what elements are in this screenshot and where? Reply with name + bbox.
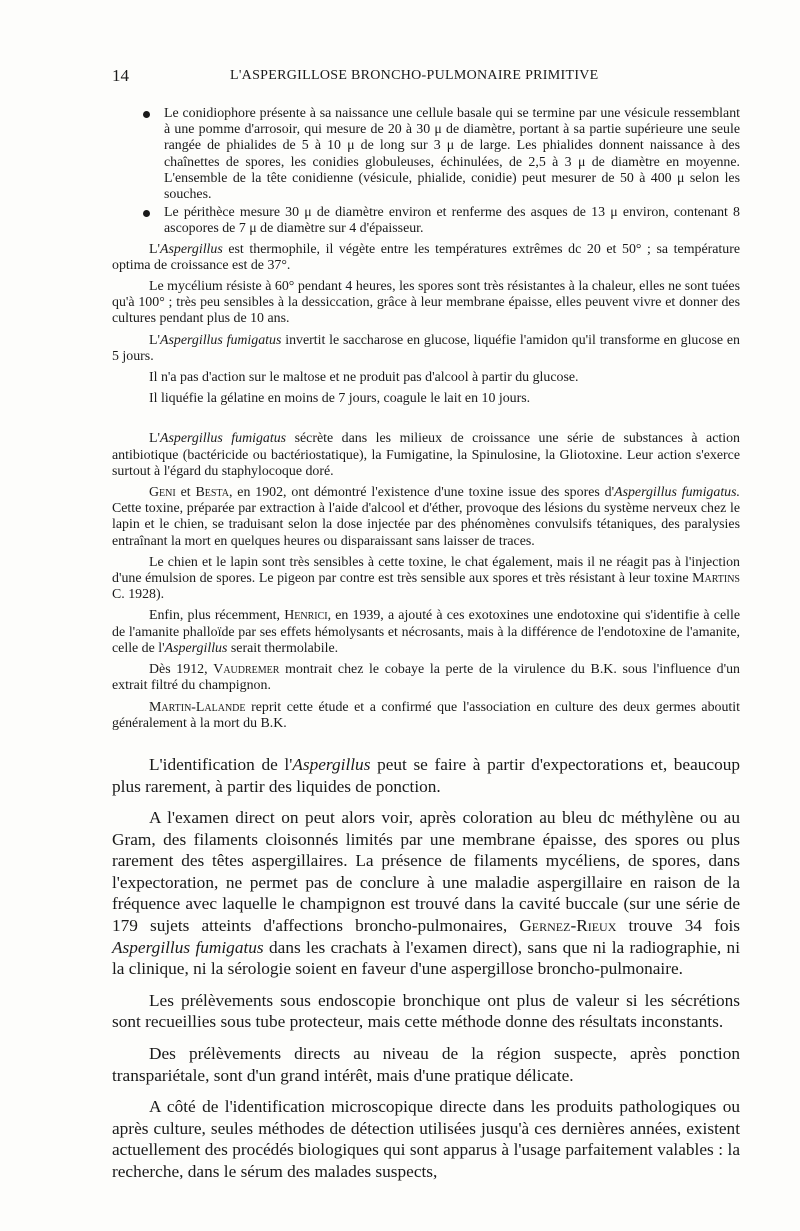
page-header xyxy=(112,66,740,88)
bullet-item xyxy=(112,205,740,237)
bullet-item xyxy=(112,106,740,203)
page-number: 14 xyxy=(112,66,129,85)
paragraph-endoscopie: Les prélèvements sous endoscopie bronchique ont plus de valeur si les sécrétions sont recueillies sous tube protecteur, mais cette méthode donne des résultats inconstants. xyxy=(112,990,740,1032)
paragraph-gelatine: Il liquéfie la gélatine en moins de 7 jours, coagule le lait en 10 jours. xyxy=(149,391,531,407)
paragraph-martin-lalande: Martin-Lalande reprit cette étude et a confirmé que l'association en culture des deux germes aboutit généralement à la mort du B.K. xyxy=(112,699,740,731)
running-title: L'ASPERGILLOSE BRONCHO-PULMONAIRE PRIMITIVE xyxy=(230,68,599,83)
small-print-section xyxy=(112,106,740,732)
paragraph-vaudremer: Dès 1912, Vaudremer montrait chez le cobaye la perte de la virulence du B.K. sous l'influence d'un extrait filtré du champignon. xyxy=(112,662,740,694)
bullet-list xyxy=(112,106,740,238)
paragraph-procedes-biologiques: A côté de l'identification microscopique directe dans les produits pathologiques ou après culture, seules méthodes de détection utilisées jusqu'à ces dernières années, existent actuellement des procédés biologiques qui sont apparus à l'usage parfaitement valables : la recherche, dans le sérum des malades suspects, xyxy=(112,1097,740,1181)
paragraph-ponction: Des prélèvements directs au niveau de la région suspecte, après ponction transpariétale, sont d'un grand intérêt, mais d'une pratique délicate. xyxy=(112,1044,740,1085)
section-gap xyxy=(112,412,740,431)
paragraph-chien-lapin: Le chien et le lapin sont très sensibles à cette toxine, le chat également, mais il ne réagit pas à l'injection d'une émulsion de spores. Le pigeon par contre est très sensible aux spores et très résistant à leur toxine Martins C. 1928). xyxy=(112,554,740,603)
bullet-icon xyxy=(143,111,150,118)
bullet-text: Le conidiophore présente à sa naissance une cellule basale qui se termine par une vésicule ressemblant à une pomme d'arrosoir, qui mesure de 20 à 30 μ de diamètre, portant à sa partie supérieure une seule rangée de phialides de 5 à 10 μ de long sur 3 μ de large. Les phialides donnent naissance à des chaînettes de spores, les conidies globuleuses, échinulées, de 2,5 à 3 μ de diamètre en moyenne. L'ensemble de la tête conidienne (vésicule, phialide, conidie) peut mesurer de 50 à 400 μ selon les souches. xyxy=(164,106,740,203)
bullet-icon xyxy=(143,210,150,217)
paragraph-maltose: Il n'a pas d'action sur le maltose et ne produit pas d'alcool à partir du glucose. xyxy=(149,370,579,386)
paragraph-saccharose: L'Aspergillus fumigatus invertit le saccharose en glucose, liquéfie l'amidon qu'il transforme en glucose en 5 jours. xyxy=(112,332,740,364)
bullet-text: Le périthèce mesure 30 μ de diamètre environ et renferme des asques de 13 μ environ, contenant 8 ascopores de 7 μ de diamètre sur 4 d'épaisseur. xyxy=(164,205,740,237)
paragraph-examen-direct: A l'examen direct on peut alors voir, après coloration au bleu dc méthylène ou au Gram, des filaments cloisonnés limités par une membrane épaisse, des spores ou plus rarement des têtes aspergillaires. La présence de filaments mycéliens, de spores, dans l'expectoration, ne permet pas de conclure à une maladie aspergillaire en raison de la fréquence avec laquelle le champignon est trouvé dans la cavité buccale (sur une série de 179 sujets atteints d'affections broncho-pulmonaires, Gernez-Rieux trouve 34 fois Aspergillus fumigatus dans les crachats à l'examen direct), sans que ni la radiographie, ni la clinique, ni la sérologie soient en faveur d'une aspergillose broncho-pulmonaire. xyxy=(112,808,740,979)
paragraph-thermophile: L'Aspergillus est thermophile, il végète entre les températures extrêmes dc 20 et 50° ; sa température optima de croissance est de 37°. xyxy=(112,241,740,273)
paragraph-toxine: Geni et Besta, en 1902, ont démontré l'existence d'une toxine issue des spores d'Aspergillus fumigatus. Cette toxine, préparée par extraction à l'aide d'alcool et d'éther, provoque des lésions du système nerveux chez le lapin et le chien, se traduisant selon la dose injectée par des phénomènes convulsifs tétaniques, des paralysies entraînant la mort en quelques heures ou disparaissant sans laisser de traces. xyxy=(112,485,740,549)
paragraph-endotoxine: Enfin, plus récemment, Henrici, en 1939, a ajouté à ces exotoxines une endotoxine qui s'identifie à celle de l'amanite phalloïde par ses effets hémolysants et nécrosants, mais à la différence de l'endotoxine de l'amanite, celle de l'Aspergillus serait thermolabile. xyxy=(112,608,740,656)
book-page xyxy=(112,66,740,1193)
main-text-section xyxy=(112,754,740,1183)
paragraph-identification: L'identification de l'Aspergillus peut se faire à partir d'expectorations et, beaucoup plus rarement, à partir des liquides de ponction. xyxy=(112,754,740,796)
paragraph-antibiotique: L'Aspergillus fumigatus sécrète dans les milieux de croissance une série de substances à action antibiotique (bactéricide ou bactériostatique), la Fumigatine, la Spinulosine, la Gliotoxine. Leur action s'exerce surtout à l'égard du staphylocoque doré. xyxy=(112,431,740,479)
paragraph-mycelium: Le mycélium résiste à 60° pendant 4 heures, les spores sont très résistantes à la chaleur, elles ne sont tuées qu'à 100° ; très peu sensibles à la dessiccation, grâce à leur membrane épaisse, elles peuvent vivre et donner des cultures pendant plus de 10 ans. xyxy=(112,279,740,327)
